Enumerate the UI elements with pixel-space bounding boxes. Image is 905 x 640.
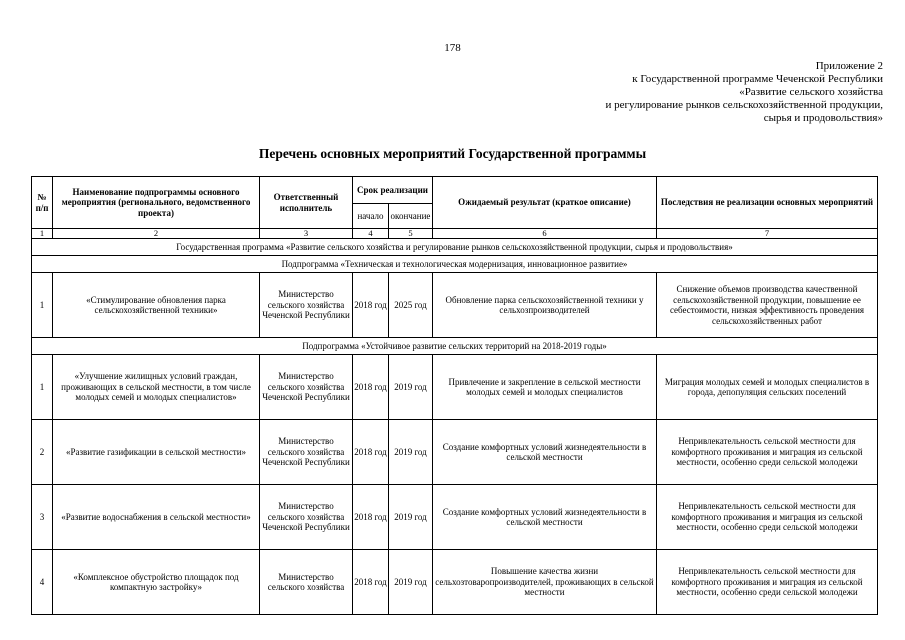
responsible-executor: Министерство сельского хозяйства Чеченской Республики [260,485,353,550]
header-consequences: Последствия не реализации основных мероприятий [657,177,878,229]
expected-result: Привлечение и закрепление в сельской местности молодых семей и молодых специалистов [433,355,657,420]
start-year: 2018 год [353,273,389,338]
appendix-line: Приложение 2 [815,60,883,72]
subprogram-row [32,338,878,355]
header-start: начало [353,204,389,229]
row-number: 4 [32,550,53,615]
document-title: Перечень основных мероприятий Государственной программы [258,146,647,161]
row-number: 1 [32,273,53,338]
responsible-executor: Министерство сельского хозяйства Чеченской Республики [260,355,353,420]
column-index-cell: 2 [53,229,260,239]
program-title: Государственная программа «Развитие сельского хозяйства и регулирование рынков сельскохозяйственной продукции, сырья и продовольствия» [32,239,878,256]
non-implementation-consequences: Миграция молодых семей и молодых специалистов в города, депопуляция сельских поселений [657,355,878,420]
end-year: 2019 год [389,485,433,550]
header-term: Срок реализации [353,177,433,204]
end-year: 2025 год [389,273,433,338]
column-index-cell: 7 [657,229,878,239]
subprogram-title: Подпрограмма «Техническая и технологическая модернизация, инновационное развитие» [32,256,878,273]
header-end: окончание [389,204,433,229]
column-index-cell: 5 [389,229,433,239]
appendix-line: к Государственной программе Чеченской Республики [632,73,883,85]
header-executor: Ответственный исполнитель [260,177,353,229]
appendix-line: и регулирование рынков сельскохозяйственной продукции, [605,99,883,111]
expected-result: Создание комфортных условий жизнедеятельности в сельской местности [433,485,657,550]
activity-name: «Стимулирование обновления парка сельскохозяйственной техники» [53,273,260,338]
responsible-executor: Министерство сельского хозяйства Чеченской Республики [260,420,353,485]
column-index-cell: 4 [353,229,389,239]
table-row [32,355,878,420]
column-index-cell: 6 [433,229,657,239]
end-year: 2019 год [389,355,433,420]
table-row [32,273,878,338]
index-row [32,229,878,239]
non-implementation-consequences: Непривлекательность сельской местности для комфортного проживания и миграция из сельской местности, особенно среди сельской молодежи [657,550,878,615]
responsible-executor: Министерство сельского хозяйства Чеченской Республики [260,273,353,338]
column-index-cell: 1 [32,229,53,239]
activity-name: «Улучшение жилищных условий граждан, проживающих в сельской местности, в том числе молодых семей и молодых специалистов» [53,355,260,420]
non-implementation-consequences: Непривлекательность сельской местности для комфортного проживания и миграция из сельской местности, особенно среди сельской молодежи [657,420,878,485]
subprogram-title: Подпрограмма «Устойчивое развитие сельских территорий на 2018-2019 годы» [32,338,878,355]
table-row [32,420,878,485]
table-row [32,485,878,550]
header-name: Наименование подпрограммы основного мероприятия (регионального, ведомственного проекта) [53,177,260,229]
start-year: 2018 год [353,355,389,420]
activities-table [31,176,878,615]
appendix-line: сырья и продовольствия» [763,112,883,124]
expected-result: Обновление парка сельскохозяйственной техники у сельхозпроизводителей [433,273,657,338]
column-index-cell: 3 [260,229,353,239]
end-year: 2019 год [389,550,433,615]
start-year: 2018 год [353,550,389,615]
end-year: 2019 год [389,420,433,485]
appendix-header [606,60,883,125]
activity-name: «Развитие водоснабжения в сельской местности» [53,485,260,550]
start-year: 2018 год [353,420,389,485]
appendix-line: «Развитие сельского хозяйства [739,86,883,98]
subprogram-row [32,256,878,273]
expected-result: Создание комфортных условий жизнедеятельности в сельской местности [433,420,657,485]
activity-name: «Развитие газификации в сельской местности» [53,420,260,485]
responsible-executor: Министерство сельского хозяйства [260,550,353,615]
header-result: Ожидаемый результат (краткое описание) [433,177,657,229]
non-implementation-consequences: Непривлекательность сельской местности для комфортного проживания и миграция из сельской местности, особенно среди сельской молодежи [657,485,878,550]
table-row [32,550,878,615]
start-year: 2018 год [353,485,389,550]
activity-name: «Комплексное обустройство площадок под компактную застройку» [53,550,260,615]
non-implementation-consequences: Снижение объемов производства качественной сельскохозяйственной продукции, повышение ее себестоимости, низкая эффективность проведения сельскохозяйственных работ [657,273,878,338]
header-num: № п/п [32,177,53,229]
program-title-row [32,239,878,256]
row-number: 1 [32,355,53,420]
expected-result: Повышение качества жизни сельхозтоваропроизводителей, проживающих в сельской местности [433,550,657,615]
row-number: 3 [32,485,53,550]
row-number: 2 [32,420,53,485]
page-number: 178 [444,42,461,54]
